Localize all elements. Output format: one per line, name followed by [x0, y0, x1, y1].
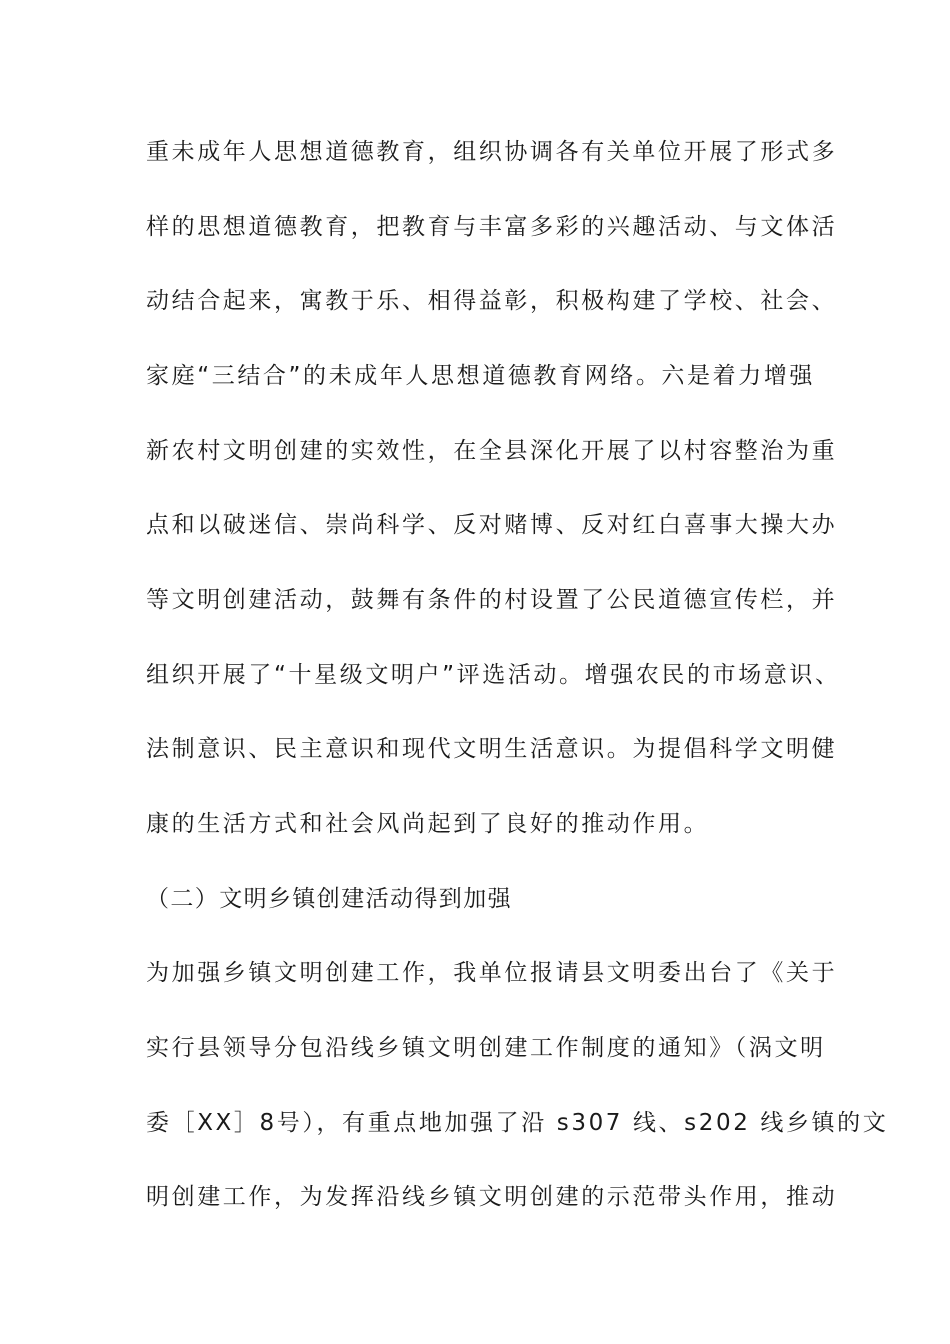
paragraph-line: 康的生活方式和社会风尚起到了良好的推动作用。 — [146, 811, 710, 837]
paragraph-line: 点和以破迷信、崇尚科学、反对赌博、反对红白喜事大操大办 — [146, 512, 838, 538]
paragraph-line: 组织开展了“十星级文明户”评选活动。增强农民的市场意识、 — [146, 662, 841, 688]
paragraph-line: 重未成年人思想道德教育，组织协调各有关单位开展了形式多 — [146, 139, 838, 165]
paragraph-line: 样的思想道德教育，把教育与丰富多彩的兴趣活动、与文体活 — [146, 214, 838, 240]
paragraph-line: 动结合起来，寓教于乐、相得益彰，积极构建了学校、社会、 — [146, 288, 838, 314]
paragraph-line: 明创建工作，为发挥沿线乡镇文明创建的示范带头作用，推动 — [146, 1184, 838, 1210]
paragraph-line: 家庭“三结合”的未成年人思想道德教育网络。六是着力增强 — [146, 363, 816, 389]
paragraph-line: 法制意识、民主意识和现代文明生活意识。为提倡科学文明健 — [146, 736, 838, 762]
section-heading: （二）文明乡镇创建活动得到加强 — [146, 886, 512, 912]
paragraph-line: 委［XX］8号），有重点地加强了沿 s307 线、s202 线乡镇的文 — [146, 1110, 889, 1136]
paragraph-line: 新农村文明创建的实效性，在全县深化开展了以村容整治为重 — [146, 438, 838, 464]
paragraph-line: 实行县领导分包沿线乡镇文明创建工作制度的通知》（涡文明 — [146, 1035, 826, 1061]
paragraph-line: 等文明创建活动，鼓舞有条件的村设置了公民道德宣传栏，并 — [146, 587, 838, 613]
paragraph-line: 为加强乡镇文明创建工作，我单位报请县文明委出台了《关于 — [146, 960, 838, 986]
